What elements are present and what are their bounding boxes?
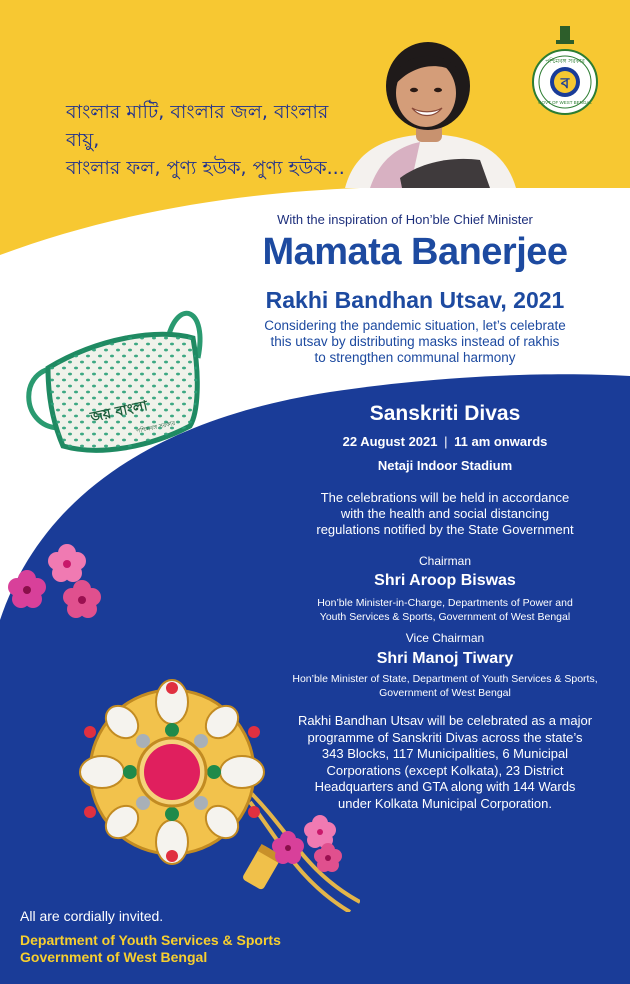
- face-mask-illustration-icon: [18, 298, 213, 458]
- event-date: 22 August 2021: [342, 434, 438, 449]
- emblem-bottom-text: GOVT OF WEST BENGAL: [538, 100, 592, 105]
- vice-chairman-name: Shri Manoj Tiwary: [376, 650, 514, 667]
- details-heading: Sanskriti Divas: [369, 402, 521, 425]
- event-time: 11 am onwards: [454, 434, 548, 449]
- event-venue: Netaji Indoor Stadium: [377, 458, 513, 473]
- programme-line-1: Rakhi Bandhan Utsav will be celebrated as a major: [297, 713, 593, 728]
- lead-paragraph: [240, 318, 590, 366]
- west-bengal-emblem: [526, 26, 604, 116]
- vice-chairman-role-line-1: Hon’ble Minister of State, Department of Youth Services & Sports,: [292, 673, 598, 685]
- chairman-role: [280, 596, 610, 624]
- programme-line-5: Headquarters and GTA along with 144 Wards: [314, 779, 576, 794]
- chief-minister-name: Mamata Banerjee: [262, 231, 568, 273]
- event-date-time: [290, 434, 600, 449]
- programme-line-4: Corporations (except Kolkata), 23 District: [326, 762, 564, 778]
- rakhi-ornament-icon: [60, 672, 360, 912]
- programme-line-6: under Kolkata Municipal Corporation.: [338, 795, 552, 811]
- vice-chairman-label: Vice Chairman: [405, 631, 485, 645]
- guidelines-line-3: regulations notified by the State Government: [316, 522, 574, 537]
- emblem-center-letter: ব: [560, 74, 570, 92]
- guidelines-line-1: The celebrations will be held in accordance: [320, 490, 570, 505]
- lead-line-2: this utsav by distributing masks instead of rakhis: [270, 334, 560, 349]
- face-mask: [18, 298, 213, 458]
- chairman-role-line-1: Hon’ble Minister-in-Charge, Departments of Power and: [317, 597, 573, 609]
- date-separator: |: [444, 434, 448, 449]
- programme-line-2: programme of Sanskriti Divas across the state’s: [307, 729, 583, 745]
- chairman-label: Chairman: [418, 554, 472, 568]
- bengali-slogan-line-2: বাংলার ফল, পুণ্য হউক, পুণ্য হউক...: [66, 157, 345, 179]
- event-title: Rakhi Bandhan Utsav, 2021: [265, 287, 565, 313]
- intro-text: With the inspiration of Hon’ble Chief Minister: [277, 212, 533, 227]
- lead-line-1: Considering the pandemic situation, let’s celebrate: [264, 318, 566, 333]
- chairman-name: Shri Aroop Biswas: [374, 572, 516, 589]
- guidelines-line-2: with the health and social distancing: [340, 506, 550, 521]
- department-line-2: Government of West Bengal: [20, 949, 208, 965]
- bengali-slogan-line-1: বাংলার মাটি, বাংলার জল, বাংলার বায়ু,: [66, 101, 329, 151]
- department-line-1: Department of Youth Services & Sports: [20, 932, 281, 948]
- mask-slogan: জয় বাংলা: [88, 398, 150, 426]
- pink-flower-small-icon: [266, 812, 350, 876]
- vice-chairman-role-line-2: Government of West Bengal: [379, 687, 511, 699]
- chief-minister-portrait-icon: [340, 38, 520, 188]
- invitation-text: All are cordially invited.: [20, 908, 164, 924]
- guidelines-note: [290, 490, 600, 538]
- emblem-top-text: পশ্চিমবঙ্গ সরকার: [545, 58, 585, 65]
- pink-flower-cluster-icon: [2, 538, 110, 628]
- mask-small-text: পশ্চিমবঙ্গ সরকার: [135, 419, 176, 436]
- department-block: [20, 932, 281, 966]
- programme-line-3: 343 Blocks, 117 Municipalities, 6 Municipal: [321, 746, 569, 761]
- bengali-slogan: [66, 98, 366, 182]
- lead-line-3: to strengthen communal harmony: [314, 350, 516, 365]
- chairman-role-line-2: Youth Services & Sports, Government of West Bengal: [319, 611, 571, 623]
